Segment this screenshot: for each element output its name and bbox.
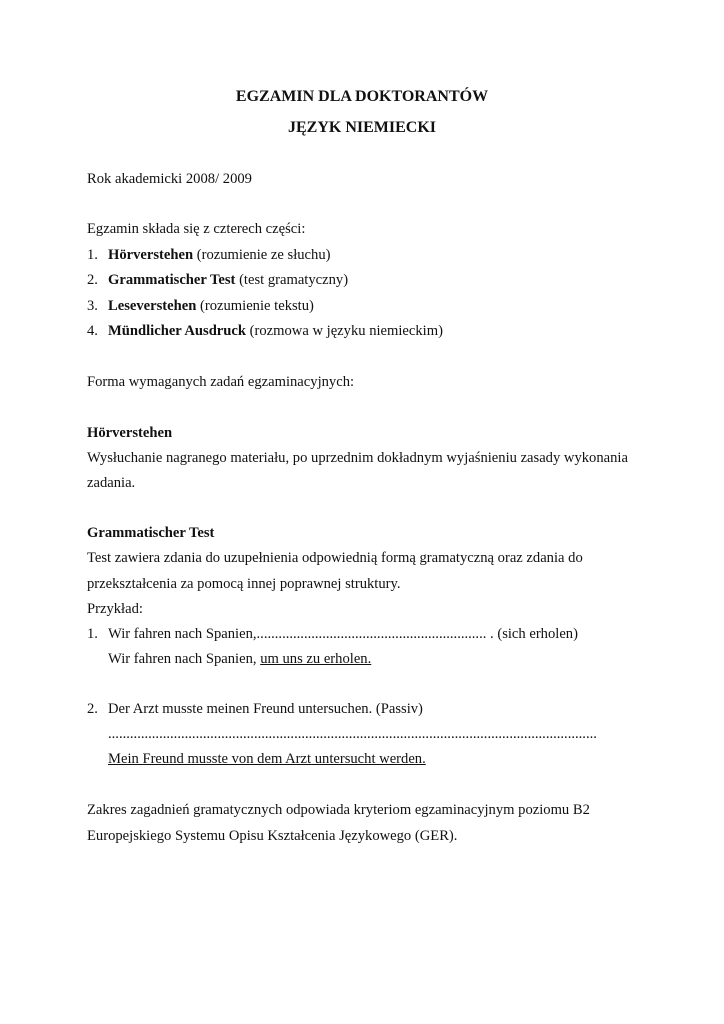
example-2 [87, 697, 423, 723]
paragraph-line: Wysłuchanie nagranego materiału, po uprzednim dokładnym wyjaśnieniu zasady wykonania [87, 450, 628, 466]
part-description: (rozumienie tekstu) [196, 298, 314, 314]
forms-intro: Forma wymaganych zadań egzaminacyjnych: [87, 374, 355, 390]
list-item [87, 243, 330, 269]
part-name: Mündlicher Ausdruck [108, 323, 246, 339]
document-title: EGZAMIN DLA DOKTORANTÓW [235, 88, 489, 105]
part-name: Hörverstehen [108, 247, 194, 263]
section-heading-grammatischer-test: Grammatischer Test [87, 525, 215, 541]
list-number: 2. [87, 701, 98, 717]
example-label: Przykład: [87, 601, 143, 617]
example-1 [87, 622, 578, 648]
answer-prefix: Wir fahren nach Spanien, [108, 651, 261, 667]
list-item [87, 294, 314, 320]
document-subtitle: JĘZYK NIEMIECKI [287, 119, 437, 136]
answer-underlined: Mein Freund musste von dem Arzt untersucht werden. [108, 751, 426, 767]
part-description: (rozmowa w języku niemieckim) [246, 323, 443, 339]
answer-underlined: um uns zu erholen. [260, 651, 372, 667]
paragraph-line: Europejskiego Systemu Opisu Kształcenia Językowego (GER). [87, 828, 458, 844]
example-2-answer [108, 747, 426, 773]
example-sentence: Der Arzt musste meinen Freund untersuchen. (Passiv) [108, 701, 423, 717]
example-sentence: Wir fahren nach Spanien,............................................................... . (sich erholen) [108, 626, 578, 642]
list-number: 4. [87, 323, 98, 339]
paragraph-line: Test zawiera zdania do uzupełnienia odpowiednią formą gramatyczną oraz zdania do [87, 550, 583, 566]
list-item [87, 319, 443, 345]
part-name: Leseverstehen [108, 298, 197, 314]
part-description: (test gramatyczny) [235, 272, 349, 288]
parts-intro: Egzamin składa się z czterech części: [87, 221, 306, 237]
paragraph-line: przekształcenia za pomocą innej poprawnej struktury. [87, 576, 401, 592]
answer-dotted-line [108, 722, 598, 748]
list-item [87, 268, 348, 294]
paragraph-line: zadania. [87, 475, 136, 491]
dotted-line: ...................................................................................................................................... [108, 726, 597, 742]
section-heading-hoerverstehen: Hörverstehen [87, 425, 173, 441]
part-name: Grammatischer Test [108, 272, 236, 288]
list-number: 2. [87, 272, 98, 288]
list-number: 1. [87, 247, 98, 263]
academic-year: Rok akademicki 2008/ 2009 [87, 171, 252, 187]
list-number: 1. [87, 626, 98, 642]
example-1-answer [108, 647, 371, 673]
list-number: 3. [87, 298, 98, 314]
part-description: (rozumienie ze słuchu) [193, 247, 331, 263]
paragraph-line: Zakres zagadnień gramatycznych odpowiada kryteriom egzaminacyjnym poziomu B2 [87, 802, 590, 818]
